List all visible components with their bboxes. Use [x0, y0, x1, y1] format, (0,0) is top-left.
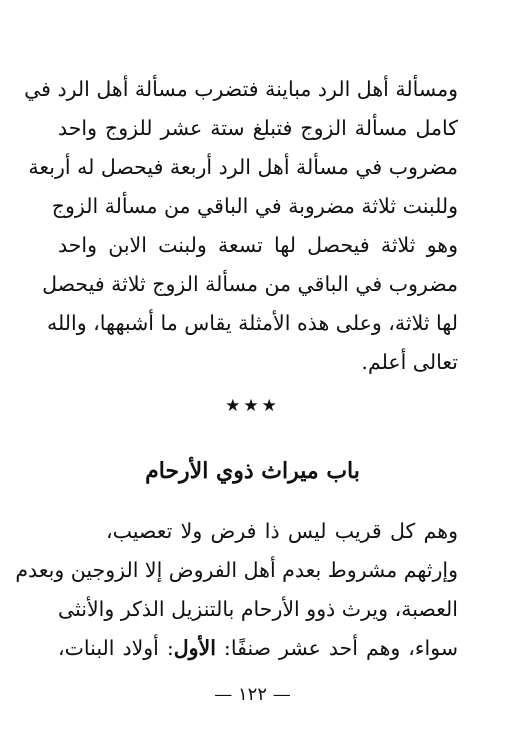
text-line — [58, 633, 458, 663]
text-line: وللبنت ثلاثة مضروبة في الباقي من مسألة الزوج — [51, 194, 458, 218]
text-run: : أولاد البنات، — [58, 636, 174, 660]
text-line: مضروب في الباقي من مسألة الزوج ثلاثة فيحصل — [42, 272, 458, 296]
text-line — [58, 516, 458, 546]
text-line: كامل مسألة الزوج فتبلغ ستة عشر للزوج واحد — [58, 116, 458, 140]
text-line: العصبة، ويرث ذوو الأرحام بالتنزيل الذكر والأنثى — [58, 597, 458, 621]
text-line: تعالى أعلم. — [361, 350, 458, 374]
page-number: — ١٢٢ — — [214, 684, 291, 705]
text-line: مضروب في مسألة أهل الرد أربعة فيحصل له أربعة — [28, 155, 458, 179]
bold-term: الأول — [173, 636, 216, 660]
text-line: وإرثهم مشروط بعدم أهل الفروض إلا الزوجين وبعدم — [15, 558, 458, 582]
text-line: ومسألة أهل الرد مباينة فتضرب مسألة أهل الرد في — [24, 77, 458, 101]
text-line: لها ثلاثة، وعلى هذه الأمثلة يقاس ما أشبهها، والله — [47, 311, 458, 335]
section-separator: ★★★ — [225, 396, 280, 416]
section-title: باب ميراث ذوي الأرحام — [145, 458, 360, 484]
text-line-indented: وهم كل قريب ليس ذا فرض ولا تعصيب، — [106, 519, 458, 543]
text-line: وهو ثلاثة فيحصل لها تسعة ولبنت الابن واحد — [58, 233, 458, 257]
text-run: سواء، وهم أحد عشر صنفًا: — [215, 636, 458, 660]
